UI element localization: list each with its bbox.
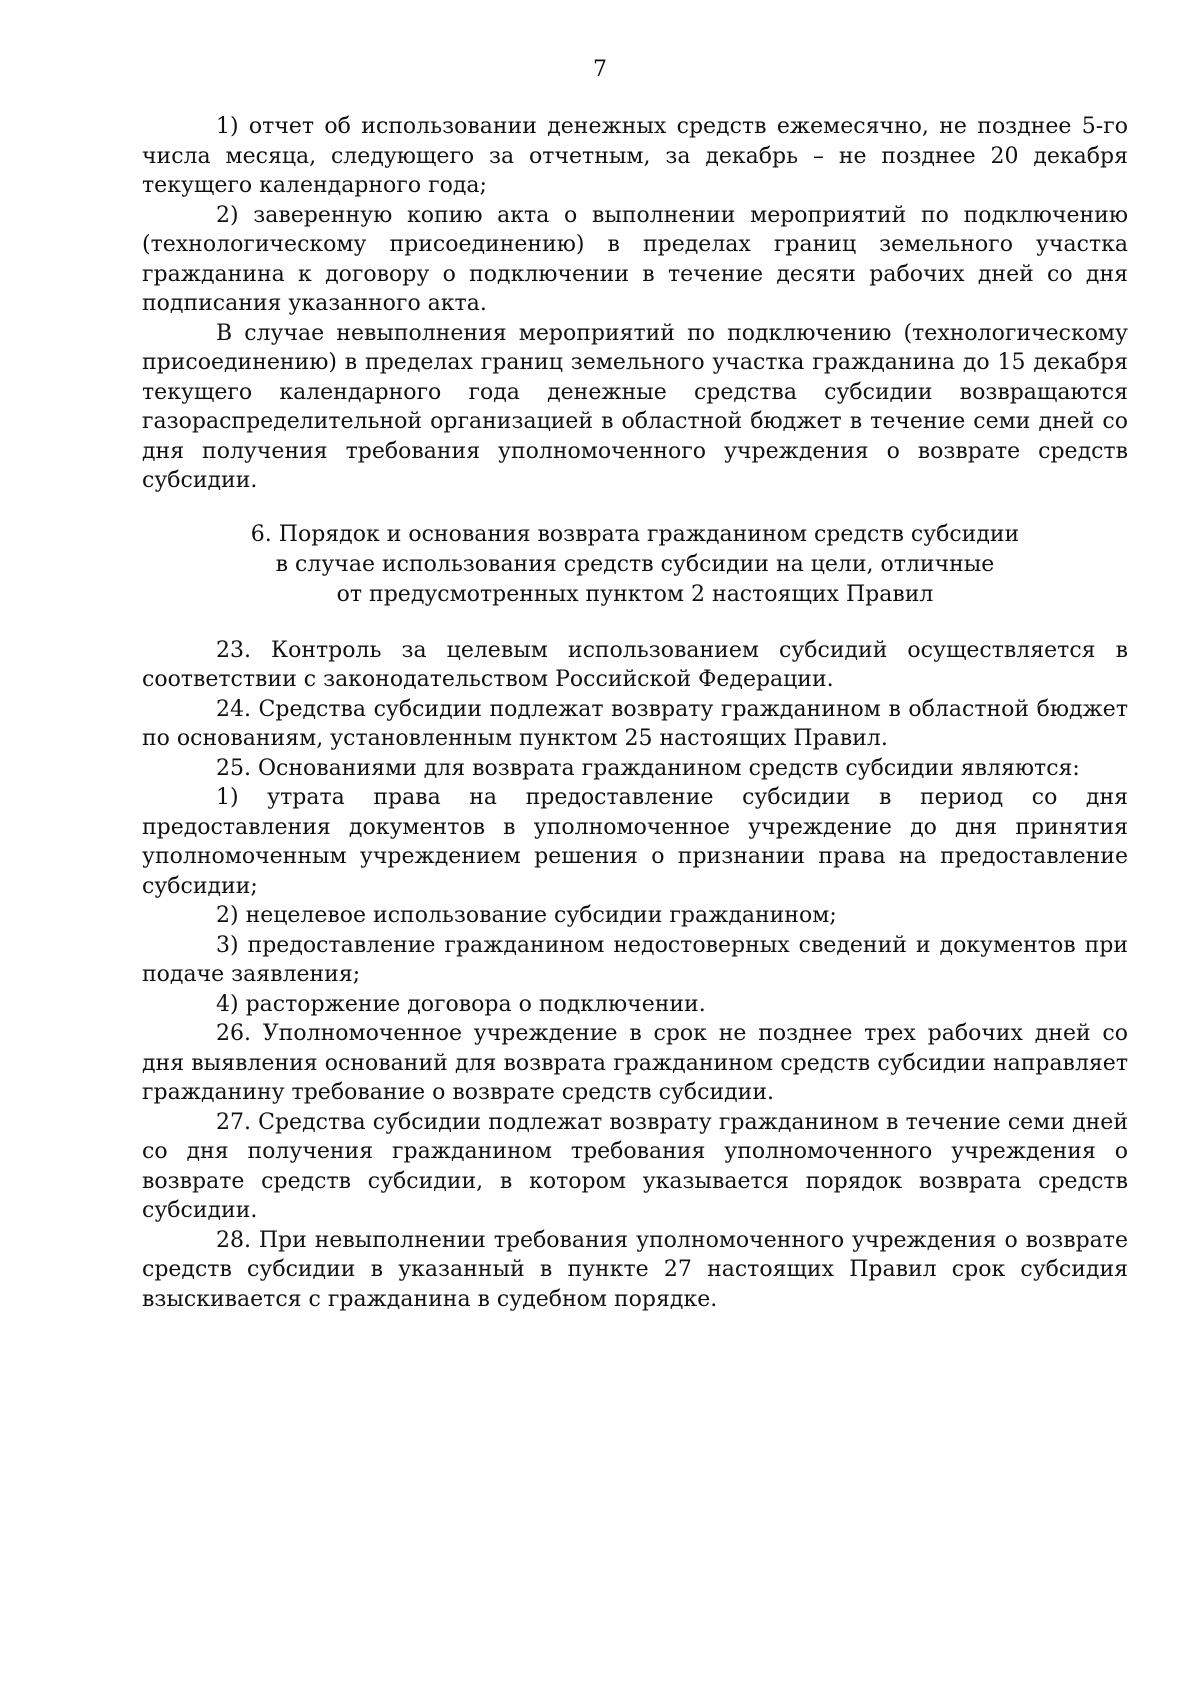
paragraph-25-item-3: 3) предоставление гражданином недостоверных сведений и документов при подаче заявления; bbox=[142, 932, 1128, 987]
section-6-heading bbox=[142, 520, 1128, 610]
heading-line: 6. Порядок и основания возврата гражданином средств субсидии bbox=[250, 521, 1020, 547]
paragraph-28: 28. При невыполнении требования уполномоченного учреждения о возврате средств субсидии в указанный в пункте 27 настоящих Правил срок субсидия взыскивается с гражданина в судебном порядке. bbox=[142, 1227, 1128, 1312]
paragraph-non-fulfillment: В случае невыполнения мероприятий по подключению (технологическому присоединению) в пределах границ земельного участка гражданина до 15 декабря текущего календарного года денежные средства субсидии возвращаются газораспределительной организацией в областной бюджет в течение семи дней со дня получения требования уполномоченного учреждения о возврате средств субсидии. bbox=[142, 320, 1128, 493]
paragraph-26: 26. Уполномоченное учреждение в срок не позднее трех рабочих дней со дня выявления оснований для возврата гражданином средств субсидии направляет гражданину требование о возврате средств субсидии. bbox=[142, 1021, 1128, 1105]
paragraph-act-copy: 2) заверенную копию акта о выполнении мероприятий по подключению (технологическому присоединению) в пределах границ земельного участка гражданина к договору о подключении в течение десяти рабочих дней со дня подписания указанного акта. bbox=[142, 202, 1128, 316]
document-body bbox=[142, 112, 1128, 1314]
paragraph-report-monthly: 1) отчет об использовании денежных средств ежемесячно, не позднее 5-го числа месяца, следующего за отчетным, за декабрь – не позднее 20 декабря текущего календарного года; bbox=[142, 114, 1128, 198]
paragraph-25-item-1: 1) утрата права на предоставление субсидии в период со дня предоставления документов в уполномоченное учреждение до дня принятия уполномоченным учреждением решения о признании права на предоставление субсидии; bbox=[142, 785, 1128, 899]
heading-line: в случае использования средств субсидии на цели, отличные bbox=[275, 551, 995, 577]
paragraph-25-item-2: 2) нецелевое использование субсидии гражданином; bbox=[216, 903, 837, 928]
paragraph-27: 27. Средства субсидии подлежат возврату гражданином в течение семи дней со дня получения гражданином требования уполномоченного учреждения о возврате средств субсидии, в котором указывается порядок возврата средств субсидии. bbox=[142, 1109, 1128, 1223]
heading-line: от предусмотренных пунктом 2 настоящих Правил bbox=[336, 581, 934, 607]
paragraph-24: 24. Средства субсидии подлежат возврату гражданином в областной бюджет по основаниям, установленным пунктом 25 настоящих Правил. bbox=[142, 696, 1128, 751]
paragraph-25: 25. Основаниями для возврата гражданином средств субсидии являются: bbox=[216, 755, 1080, 781]
paragraph-25-item-4: 4) расторжение договора о подключении. bbox=[216, 991, 706, 1017]
paragraph-23: 23. Контроль за целевым использованием субсидий осуществляется в соответствии с законодательством Российской Федерации. bbox=[142, 637, 1128, 692]
page-number: 7 bbox=[593, 57, 607, 82]
